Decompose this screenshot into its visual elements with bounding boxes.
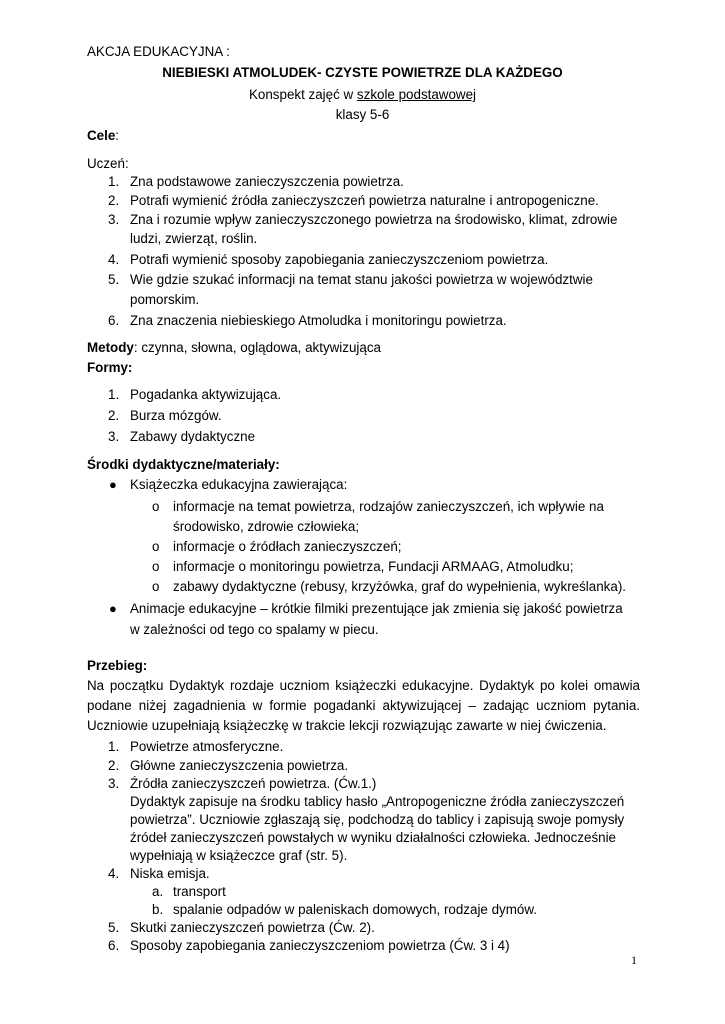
- course-item3-detail: wypełniają w książeczce graf (str. 5).: [130, 848, 348, 863]
- grade-label: klasy 5-6: [335, 107, 390, 122]
- material-sub-item: informacje o monitoringu powietrza, Fundacji ARMAAG, Atmoludku;: [173, 559, 574, 574]
- course-number: 3.: [108, 776, 120, 791]
- course-item: Powietrze atmosferyczne.: [130, 739, 284, 754]
- material-sub-item: informacje na temat powietrza, rodzajów zanieczyszczeń, ich wpływie na: [173, 499, 604, 514]
- goals-heading-text: Cele: [87, 128, 116, 143]
- methods-line: [87, 339, 381, 357]
- sub-bullet-icon: o: [152, 559, 160, 574]
- form-item: Pogadanka aktywizująca.: [130, 387, 282, 402]
- course-intro: Na początku Dydaktyk rozdaje uczniom książeczki edukacyjne. Dydaktyk po kolei omawia: [87, 678, 640, 693]
- materials-animation: Animacje edukacyjne – krótkie filmiki prezentujące jak zmienia się jakość powietrza: [130, 601, 623, 616]
- goal-item-continued: pomorskim.: [130, 292, 200, 307]
- goal-item: Potrafi wymienić źródła zanieczyszczeń powietrza naturalne i antropogeniczne.: [130, 193, 599, 208]
- goal-number: 3.: [108, 212, 120, 227]
- form-item: Burza mózgów.: [130, 408, 222, 423]
- sub-bullet-icon: o: [152, 499, 160, 514]
- course-item: Skutki zanieczyszczeń powietrza (Ćw. 2).: [130, 920, 375, 935]
- bullet-icon: ●: [109, 601, 117, 616]
- goal-number: 2.: [108, 193, 120, 208]
- course-item: Sposoby zapobiegania zanieczyszczeniom powietrza (Ćw. 3 i 4): [130, 938, 510, 953]
- course-heading: Przebieg:: [87, 658, 148, 673]
- course-item: Źródła zanieczyszczeń powietrza. (Ćw.1.): [130, 776, 377, 791]
- course-sub-item: spalanie odpadów w paleniskach domowych, rodzaje dymów.: [173, 902, 537, 917]
- course-number: 1.: [108, 739, 120, 754]
- goals-heading-colon: :: [115, 128, 120, 143]
- course-number: 4.: [108, 866, 120, 881]
- form-number: 2.: [108, 408, 120, 423]
- goal-item: Zna podstawowe zanieczyszczenia powietrza.: [130, 174, 404, 189]
- sub-bullet-icon: o: [152, 539, 160, 554]
- course-sub-item: transport: [173, 884, 226, 899]
- subtitle-prefix: Konspekt zajęć w: [248, 87, 357, 102]
- goal-number: 4.: [108, 252, 120, 267]
- course-sub-letter: a.: [152, 884, 164, 899]
- form-number: 3.: [108, 429, 120, 444]
- course-number: 2.: [108, 758, 120, 773]
- form-item: Zabawy dydaktyczne: [130, 429, 256, 444]
- materials-heading: Środki dydaktyczne/materiały:: [87, 457, 280, 472]
- form-number: 1.: [108, 387, 120, 402]
- goal-item: Wie gdzie szukać informacji na temat stanu jakości powietrza w województwie: [130, 272, 593, 287]
- page-number: 1: [631, 953, 637, 967]
- course-intro: Uczniowie uzupełniają książeczkę w trakcie lekcji rozwiązując zawarte w niej ćwiczenia.: [87, 718, 607, 733]
- course-intro: podane niżej zagadnienia w formie pogadanki aktywizującej – zadając uczniom pytania.: [87, 698, 640, 713]
- goals-intro: Uczeń:: [87, 156, 129, 171]
- goal-item: Zna znaczenia niebieskiego Atmoludka i monitoringu powietrza.: [130, 313, 507, 328]
- material-sub-item: zabawy dydaktyczne (rebusy, krzyżówka, graf do wypełnienia, wykreślanka).: [173, 579, 626, 594]
- methods-text: : czynna, słowna, oglądowa, aktywizująca: [133, 340, 381, 355]
- course-item: Niska emisja.: [130, 866, 210, 881]
- course-item3-detail: powietrza”. Uczniowie zgłaszają się, podchodzą do tablicy i zapisują swoje pomysły: [130, 812, 625, 827]
- goal-number: 5.: [108, 272, 120, 287]
- material-sub-item: informacje o źródłach zanieczyszczeń;: [173, 539, 402, 554]
- goal-number: 1.: [108, 174, 120, 189]
- sub-bullet-icon: o: [152, 579, 160, 594]
- goal-item-continued: ludzi, zwierząt, roślin.: [130, 231, 258, 246]
- material-sub-item-continued: środowisko, zdrowie człowieka;: [173, 519, 360, 534]
- action-label: AKCJA EDUKACYJNA :: [87, 44, 230, 59]
- course-sub-letter: b.: [152, 902, 164, 917]
- goals-heading: [87, 127, 119, 145]
- document-title: NIEBIESKI ATMOLUDEK- CZYSTE POWIETRZE DLA KAŻDEGO: [162, 65, 563, 80]
- bullet-icon: ●: [109, 477, 117, 492]
- goal-item: Zna i rozumie wpływ zanieczyszczonego powietrza na środowisko, klimat, zdrowie: [130, 212, 618, 227]
- course-number: 6.: [108, 938, 120, 953]
- subtitle-underlined: szkole podstawowej: [356, 87, 477, 102]
- document-subtitle: [0, 86, 725, 104]
- goal-item: Potrafi wymienić sposoby zapobiegania zanieczyszczeniom powietrza.: [130, 252, 549, 267]
- course-item: Główne zanieczyszczenia powietrza.: [130, 758, 349, 773]
- materials-animation-continued: w zależności od tego co spalamy w piecu.: [130, 622, 379, 637]
- goal-number: 6.: [108, 313, 120, 328]
- methods-label: Metody: [87, 340, 134, 355]
- materials-booklet: Książeczka edukacyjna zawierająca:: [130, 477, 348, 492]
- course-item3-detail: Dydaktyk zapisuje na środku tablicy hasło „Antropogeniczne źródła zanieczyszczeń: [130, 794, 625, 809]
- forms-heading: Formy:: [87, 360, 133, 375]
- course-item3-detail: źródeł zanieczyszczeń powstałych w wyniku działalności człowieka. Jednocześnie: [130, 830, 617, 845]
- course-number: 5.: [108, 920, 120, 935]
